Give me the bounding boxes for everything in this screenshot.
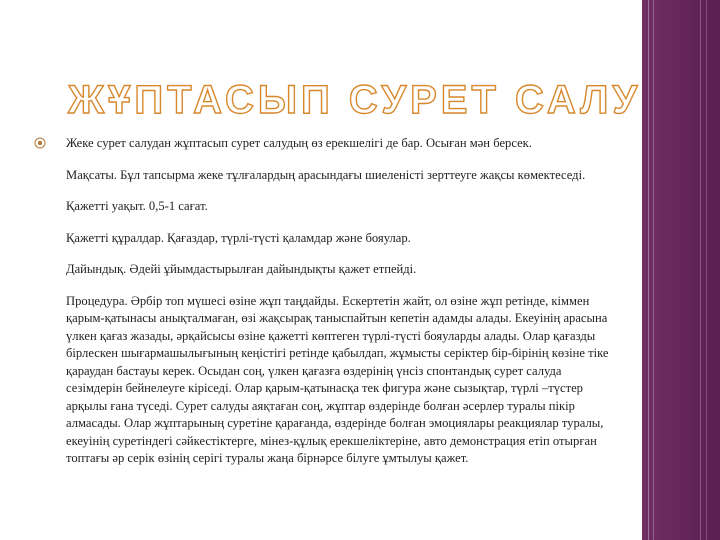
procedure-text: Процедура. Әрбір топ мүшесі өзіне жұп таңдайды. Ескертетін жайт, ол өзіне жұп ретінде, кіммен қарым-қатынасы анықталмаған, өзі жақсырақ таныспайтын кепетін адамды алады. Екеуінің арасына үлкен қағаз жазады, әрқайсысы өзіне қажетті көптеген түрлі-түсті бояуларды алады. Олар қағазды бірлескен шығармашылығының кеңістігі ретінде қабылдап, жұмысты серіктер бір-бірінің көзіне тіке қараудан бастауы керек. Осыдан соң, үлкен қағазға өздерінің үнсіз спонтандық сурет салуда сезімдерін бейнелеуге кіріседі. Олар қарым-қатынасқа тек фигура және сызықтар, түрлі –түстер арқылы ғана түседі. Сурет салуды аяқтаған соң, жұптар өздерінде болған әсерлер туралы пікір алмасады. Олар жұптарының суретіне қарағанда, өздерінде болған эмоциялары реакциялар туралы, екеуінің суретіндегі сәйкестіктерге, мінез-құлық ерекшеліктеріне, авто демонстрация етіп отырған топтағы әр серік өзінің серігі туралы жаңа бірнәрсе білуге ұмтылуы қажет.: [66, 293, 609, 465]
intro-text: Жеке сурет салудан жұптасып сурет салудың өз ерекшелігі де бар. Осыған мән берсек.: [66, 136, 532, 150]
bullet-item: [32, 135, 610, 153]
slide-title: ЖҰПТАСЫП СУРЕТ САЛУ: [68, 78, 642, 122]
slide-body: [32, 135, 610, 482]
band-divider: [706, 0, 707, 540]
prep-text: Дайындық. Әдейі ұйымдастырылған дайындықты қажет етпейді.: [66, 262, 417, 276]
bullet-icon: [34, 137, 46, 149]
band-divider: [700, 0, 701, 540]
band-divider: [653, 0, 654, 540]
time-text: Қажетті уақыт. 0,5-1 сағат.: [66, 199, 208, 213]
band-divider: [648, 0, 649, 540]
tools-text: Қажетті құралдар. Қағаздар, түрлі-түсті қаламдар және бояулар.: [66, 230, 411, 245]
goal-text: Мақсаты. Бұл тапсырма жеке тұлғалардың арасындағы шиеленісті зерттеуге жақсы көмектеседі.: [66, 167, 586, 182]
